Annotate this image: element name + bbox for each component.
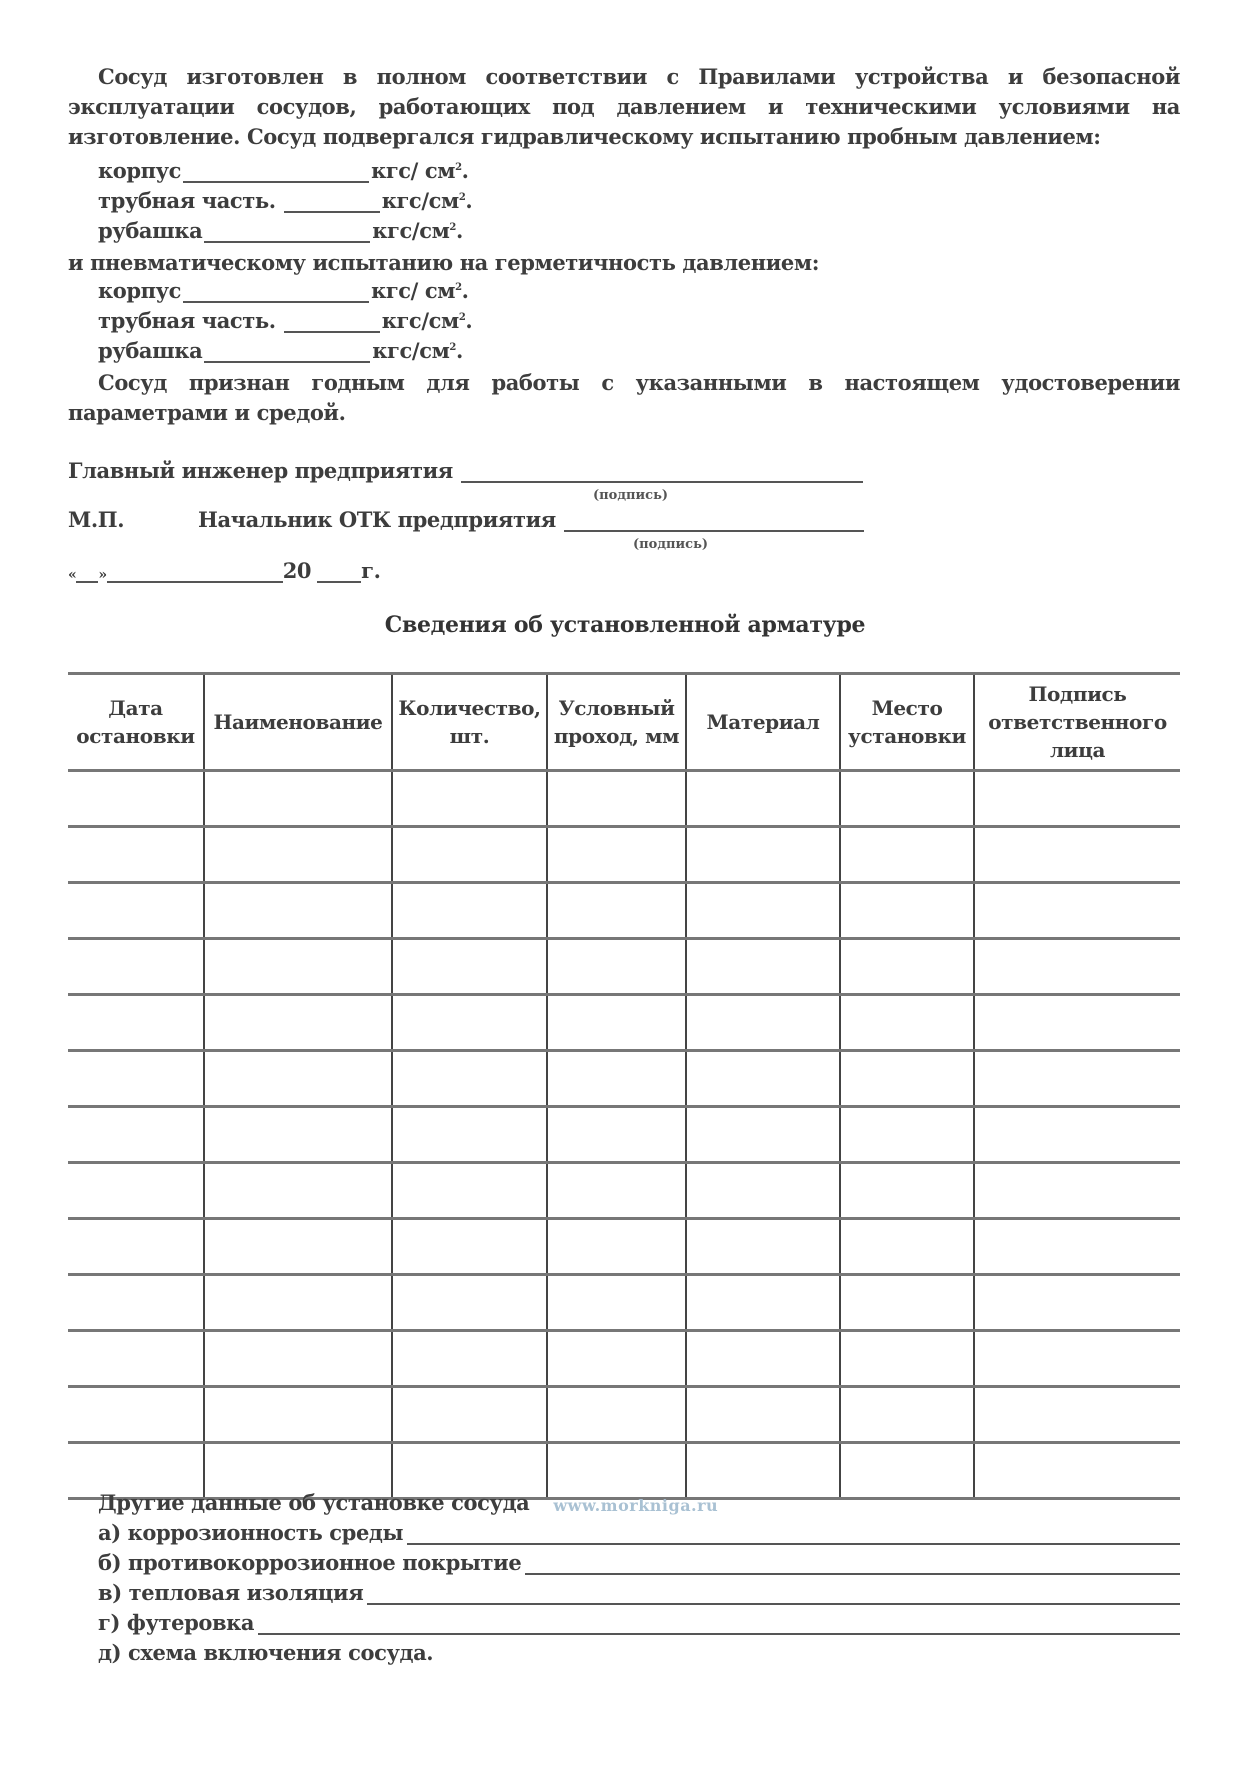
lining-label: г) футеровка [98, 1610, 255, 1635]
cell-nominal-bore[interactable] [547, 883, 686, 939]
cell-quantity[interactable] [392, 771, 547, 827]
fittings-section-title: Сведения об установленной арматуре [384, 612, 866, 638]
cell-stop-date[interactable] [68, 1387, 204, 1443]
header-install-location: Место установки [840, 674, 974, 771]
other-data-item [98, 1520, 1180, 1545]
chief-engineer-row [68, 458, 865, 483]
hydraulic-jacket-row [98, 218, 463, 243]
cell-quantity[interactable] [392, 1275, 547, 1331]
cell-install-location[interactable] [840, 883, 974, 939]
date-month-field[interactable] [107, 561, 283, 583]
pneumatic-body-label: корпус [98, 278, 182, 303]
cell-responsible-signature[interactable] [974, 1219, 1180, 1275]
cell-name[interactable] [204, 827, 392, 883]
lining-field[interactable] [258, 1613, 1180, 1635]
cell-responsible-signature[interactable] [974, 1387, 1180, 1443]
pneumatic-jacket-field[interactable] [204, 341, 370, 363]
date-row [68, 558, 381, 583]
cell-quantity[interactable] [392, 939, 547, 995]
hydraulic-jacket-unit: кгс/$см^2$. [372, 218, 463, 243]
cell-quantity[interactable] [392, 1331, 547, 1387]
pneumatic-tube-field[interactable] [284, 311, 380, 333]
corrosivity-field[interactable] [407, 1523, 1180, 1545]
cell-nominal-bore[interactable] [547, 1387, 686, 1443]
table-row [68, 1331, 1180, 1387]
pneumatic-tube-unit: кгс/$см^2$. [381, 308, 473, 333]
other-data-item [98, 1580, 1180, 1605]
cell-stop-date[interactable] [68, 1331, 204, 1387]
cell-nominal-bore[interactable] [547, 939, 686, 995]
cell-install-location[interactable] [840, 995, 974, 1051]
cell-name[interactable] [204, 1219, 392, 1275]
cell-responsible-signature[interactable] [974, 771, 1180, 827]
table-row [68, 1051, 1180, 1107]
cell-install-location[interactable] [840, 1387, 974, 1443]
cell-responsible-signature[interactable] [974, 1051, 1180, 1107]
pneumatic-jacket-label: рубашка [98, 338, 203, 363]
cell-nominal-bore[interactable] [547, 1163, 686, 1219]
chief-engineer-label: Главный инженер предприятия [68, 458, 453, 483]
cell-responsible-signature[interactable] [974, 883, 1180, 939]
table-row [68, 939, 1180, 995]
header-name: Наименование [204, 674, 392, 771]
other-data-item [98, 1610, 1180, 1635]
intro-paragraph: Сосуд изготовлен в полном соответствии с Правилами устройства и безопасной эксплуатации сосудов, работающих под давлением и техническими условиями на изготовление. Сосуд подвергался гидравлическому испытанию пробным давлением: [68, 64, 1180, 149]
cell-responsible-signature[interactable] [974, 1107, 1180, 1163]
cell-responsible-signature[interactable] [974, 1275, 1180, 1331]
cell-quantity[interactable] [392, 1387, 547, 1443]
corrosivity-label: а) коррозионность среды [98, 1520, 404, 1545]
hydraulic-tube-unit: кгс/$см^2$. [381, 188, 473, 213]
cell-material[interactable] [686, 995, 840, 1051]
cell-stop-date[interactable] [68, 1219, 204, 1275]
cell-stop-date[interactable] [68, 1163, 204, 1219]
hydraulic-tube-label: трубная часть. [98, 188, 276, 213]
cell-name[interactable] [204, 883, 392, 939]
table-row [68, 1219, 1180, 1275]
pneumatic-body-unit: кгс/ $см^2$. [371, 278, 469, 303]
date-year-prefix: 20 [282, 558, 312, 583]
pneumatic-jacket-unit: кгс/$см^2$. [372, 338, 463, 363]
hydraulic-tube-field[interactable] [284, 191, 380, 213]
header-responsible-signature: Подпись ответственного лица [974, 674, 1180, 771]
hydraulic-body-unit: кгс/ $см^2$. [371, 158, 469, 183]
hydraulic-body-row [98, 158, 469, 183]
other-data-item [98, 1550, 1180, 1575]
cell-nominal-bore[interactable] [547, 1051, 686, 1107]
cell-install-location[interactable] [840, 1219, 974, 1275]
cell-material[interactable] [686, 1107, 840, 1163]
hydraulic-tube-row [98, 188, 472, 213]
chief-engineer-signature-caption: (подпись) [593, 488, 669, 503]
other-data-heading-row [98, 1490, 718, 1515]
cell-install-location[interactable] [840, 1275, 974, 1331]
cell-nominal-bore[interactable] [547, 995, 686, 1051]
cell-responsible-signature[interactable] [974, 939, 1180, 995]
fittings-table-body [68, 771, 1180, 1499]
cell-nominal-bore[interactable] [547, 1219, 686, 1275]
fittings-table-header [68, 674, 1180, 771]
other-data-heading: Другие данные об установке сосуда [98, 1490, 530, 1515]
cell-nominal-bore[interactable] [547, 827, 686, 883]
cell-nominal-bore[interactable] [547, 1331, 686, 1387]
cell-material[interactable] [686, 771, 840, 827]
cell-install-location[interactable] [840, 771, 974, 827]
cell-name[interactable] [204, 1331, 392, 1387]
date-day-field[interactable] [76, 561, 98, 583]
table-row [68, 995, 1180, 1051]
cell-install-location[interactable] [840, 939, 974, 995]
cell-material[interactable] [686, 1051, 840, 1107]
cell-stop-date[interactable] [68, 771, 204, 827]
otk-head-signature-caption: (подпись) [633, 537, 709, 552]
anticorrosion-coating-label: б) противокоррозионное покрытие [98, 1550, 522, 1575]
cell-stop-date[interactable] [68, 939, 204, 995]
table-row [68, 1275, 1180, 1331]
connection-scheme-label: д) схема включения сосуда. [98, 1640, 434, 1665]
hydraulic-jacket-label: рубашка [98, 218, 203, 243]
cell-quantity[interactable] [392, 1107, 547, 1163]
table-row [68, 771, 1180, 827]
cell-install-location[interactable] [840, 1331, 974, 1387]
header-stop-date: Дата остановки [68, 674, 204, 771]
cell-install-location[interactable] [840, 1163, 974, 1219]
header-quantity: Количество, шт. [392, 674, 547, 771]
watermark-text: www.morkniga.ru [553, 1496, 719, 1515]
cell-nominal-bore[interactable] [547, 1107, 686, 1163]
cell-install-location[interactable] [840, 1443, 974, 1499]
cell-material[interactable] [686, 1275, 840, 1331]
cell-material[interactable] [686, 883, 840, 939]
pneumatic-jacket-row [98, 338, 463, 363]
cell-stop-date[interactable] [68, 883, 204, 939]
cell-stop-date[interactable] [68, 1107, 204, 1163]
hydraulic-body-label: корпус [98, 158, 182, 183]
anticorrosion-coating-field[interactable] [525, 1553, 1180, 1575]
cell-name[interactable] [204, 1163, 392, 1219]
cell-install-location[interactable] [840, 1107, 974, 1163]
cell-quantity[interactable] [392, 995, 547, 1051]
fittings-table [68, 672, 1180, 1500]
cell-nominal-bore[interactable] [547, 1275, 686, 1331]
date-year-field[interactable] [317, 561, 361, 583]
cell-name[interactable] [204, 939, 392, 995]
cell-material[interactable] [686, 1163, 840, 1219]
cell-nominal-bore[interactable] [547, 771, 686, 827]
conclusion-paragraph: Сосуд признан годным для работы с указанными в настоящем удостоверении параметрами и средой. [68, 370, 1180, 425]
other-data-item [98, 1640, 433, 1665]
pneumatic-tube-row [98, 308, 472, 333]
table-row [68, 1163, 1180, 1219]
pneumatic-intro: и пневматическому испытанию на герметичность давлением: [68, 250, 820, 275]
stamp-label: М.П. [68, 507, 125, 532]
cell-material[interactable] [686, 827, 840, 883]
otk-head-label: Начальник ОТК предприятия [198, 507, 556, 532]
cell-name[interactable] [204, 995, 392, 1051]
hydraulic-jacket-field[interactable] [204, 221, 370, 243]
otk-head-row [68, 507, 866, 532]
cell-responsible-signature[interactable] [974, 1443, 1180, 1499]
cell-responsible-signature[interactable] [974, 995, 1180, 1051]
cell-material[interactable] [686, 1331, 840, 1387]
table-row [68, 827, 1180, 883]
cell-material[interactable] [686, 1219, 840, 1275]
cell-responsible-signature[interactable] [974, 827, 1180, 883]
thermal-insulation-field[interactable] [367, 1583, 1180, 1605]
cell-install-location[interactable] [840, 827, 974, 883]
table-row [68, 1387, 1180, 1443]
table-row [68, 1107, 1180, 1163]
header-material: Материал [686, 674, 840, 771]
table-row [68, 883, 1180, 939]
cell-material[interactable] [686, 1387, 840, 1443]
cell-material[interactable] [686, 939, 840, 995]
cell-name[interactable] [204, 1387, 392, 1443]
otk-head-signature-field[interactable] [564, 510, 864, 532]
cell-stop-date[interactable] [68, 1051, 204, 1107]
cell-stop-date[interactable] [68, 827, 204, 883]
chief-engineer-signature-field[interactable] [461, 461, 863, 483]
hydraulic-body-field[interactable] [183, 161, 369, 183]
cell-responsible-signature[interactable] [974, 1163, 1180, 1219]
cell-name[interactable] [204, 1051, 392, 1107]
pneumatic-body-field[interactable] [183, 281, 369, 303]
cell-quantity[interactable] [392, 883, 547, 939]
thermal-insulation-label: в) тепловая изоляция [98, 1580, 364, 1605]
cell-quantity[interactable] [392, 1163, 547, 1219]
cell-stop-date[interactable] [68, 1275, 204, 1331]
cell-quantity[interactable] [392, 1219, 547, 1275]
pneumatic-body-row [98, 278, 469, 303]
date-close-quote: » [98, 567, 107, 583]
header-nominal-bore: Условный проход, мм [547, 674, 686, 771]
cell-responsible-signature[interactable] [974, 1331, 1180, 1387]
cell-name[interactable] [204, 1107, 392, 1163]
date-year-suffix: г. [361, 558, 381, 583]
cell-name[interactable] [204, 771, 392, 827]
cell-quantity[interactable] [392, 1051, 547, 1107]
pneumatic-tube-label: трубная часть. [98, 308, 276, 333]
cell-install-location[interactable] [840, 1051, 974, 1107]
cell-name[interactable] [204, 1275, 392, 1331]
cell-stop-date[interactable] [68, 995, 204, 1051]
date-open-quote: « [68, 567, 77, 583]
cell-quantity[interactable] [392, 827, 547, 883]
